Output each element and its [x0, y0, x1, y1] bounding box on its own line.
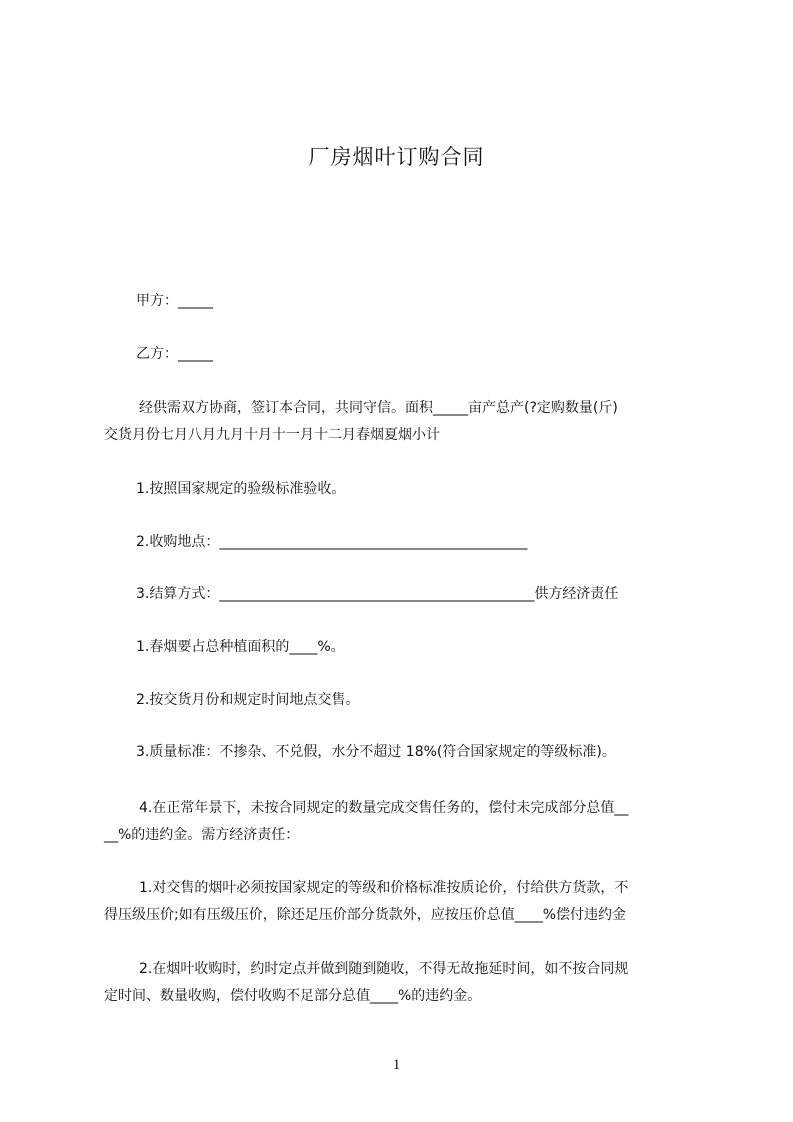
buyer-duty-1-line-2: 得压级压价;如有压级压价，除还足压价部分货款外，应按压价总值____%偿付违约金: [104, 907, 627, 923]
intro-paragraph-line-2: 交货月份七月八月九月十月十一月十二月春烟夏烟小计: [104, 427, 440, 443]
party-a-line: 甲方：_____: [136, 293, 213, 309]
intro-paragraph-line-1: 经供需双方协商，签订本合同，共同守信。面积_____亩产总产(?定购数量(斤): [139, 400, 618, 416]
clause-purchase-location: 2.收购地点：____________________________________________: [136, 534, 528, 550]
party-b-line: 乙方：_____: [136, 346, 213, 362]
supplier-duty-4-line-2: __%的违约金。需方经济责任：: [104, 827, 300, 843]
clause-settlement-method: 3.结算方式：_____________________________________________供方经济责任: [136, 586, 619, 602]
buyer-duty-2-line-2: 定时间、数量收购，偿付收购不足部分总值____%的违约金。: [104, 988, 482, 1004]
contract-title: 厂房烟叶订购合同: [308, 145, 485, 169]
page-number: 1: [392, 1057, 401, 1073]
buyer-duty-1-line-1: 1.对交售的烟叶必须按国家规定的等级和价格标准按质论价，付给供方货款，不: [139, 880, 629, 896]
clause-inspection: 1.按照国家规定的验级标准验收。: [136, 481, 346, 497]
supplier-duty-1: 1.春烟要占总种植面积的____%。: [136, 639, 345, 655]
supplier-duty-3: 3.质量标准：不掺杂、不兑假，水分不超过 18%(符合国家规定的等级标准)。: [136, 744, 616, 760]
supplier-duty-4-line-1: 4.在正常年景下，未按合同规定的数量完成交售任务的，偿付未完成部分总值__: [139, 800, 629, 816]
supplier-duty-2: 2.按交货月份和规定时间地点交售。: [136, 692, 360, 708]
buyer-duty-2-line-1: 2.在烟叶收购时，约时定点并做到随到随收，不得无故拖延时间，如不按合同规: [139, 961, 629, 977]
